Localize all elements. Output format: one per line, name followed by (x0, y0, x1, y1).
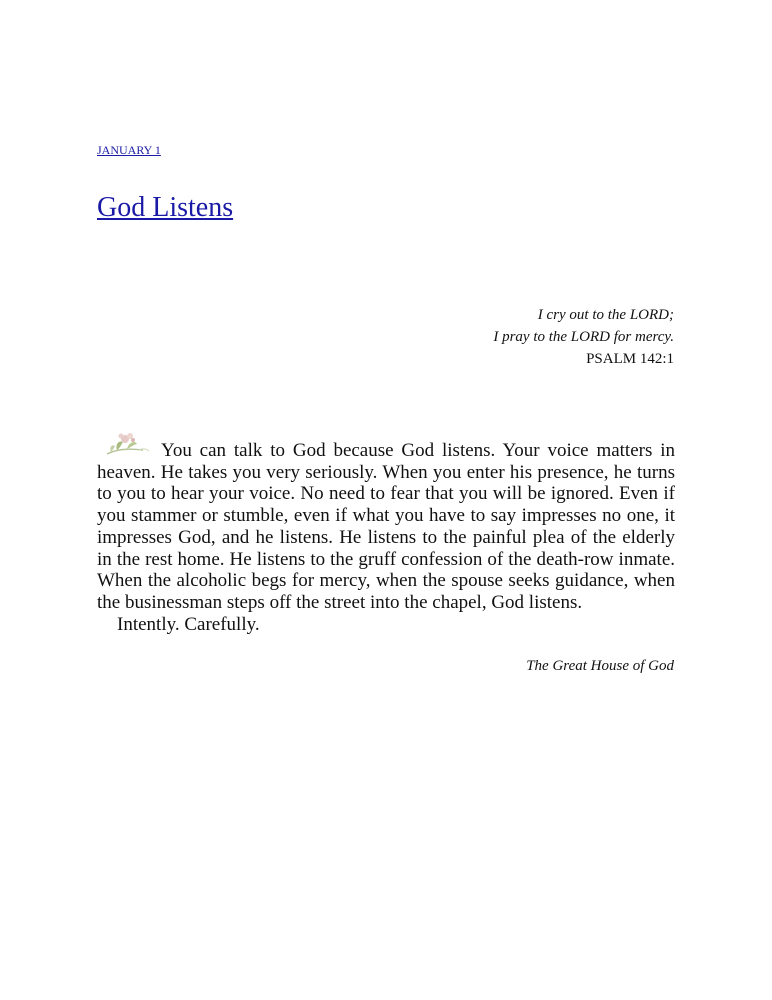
scripture-reference: PSALM 142:1 (586, 351, 674, 367)
body-paragraph-2: Intently. Carefully. (117, 613, 260, 635)
epigraph-line-1: I cry out to the LORD; (537, 307, 674, 323)
flower-ornament-icon (103, 430, 151, 456)
date-link[interactable]: JANUARY 1 (97, 143, 161, 157)
devotional-body (97, 440, 675, 635)
scripture-epigraph (493, 304, 674, 370)
body-paragraph-1: You can talk to God because God listens. Your voice matters in heaven. He takes you very seriously. When you enter his presence, he turns to you to hear your voice. No need to fear that you will be ignored. Even if you stammer or stumble, even if what you have to say impresses no one, it impresses God, and he listens. He listens to the painful plea of the elderly in the rest home. He listens to the gruff confession of the death-row inmate. When the alcoholic begs for mercy, when the spouse seeks guidance, when the businessman steps off the street into the chapel, God listens. (97, 440, 675, 613)
epigraph-line-2: I pray to the LORD for mercy. (493, 329, 674, 345)
source-citation: The Great House of God (526, 658, 674, 674)
page-title-link[interactable]: God Listens (97, 192, 234, 223)
